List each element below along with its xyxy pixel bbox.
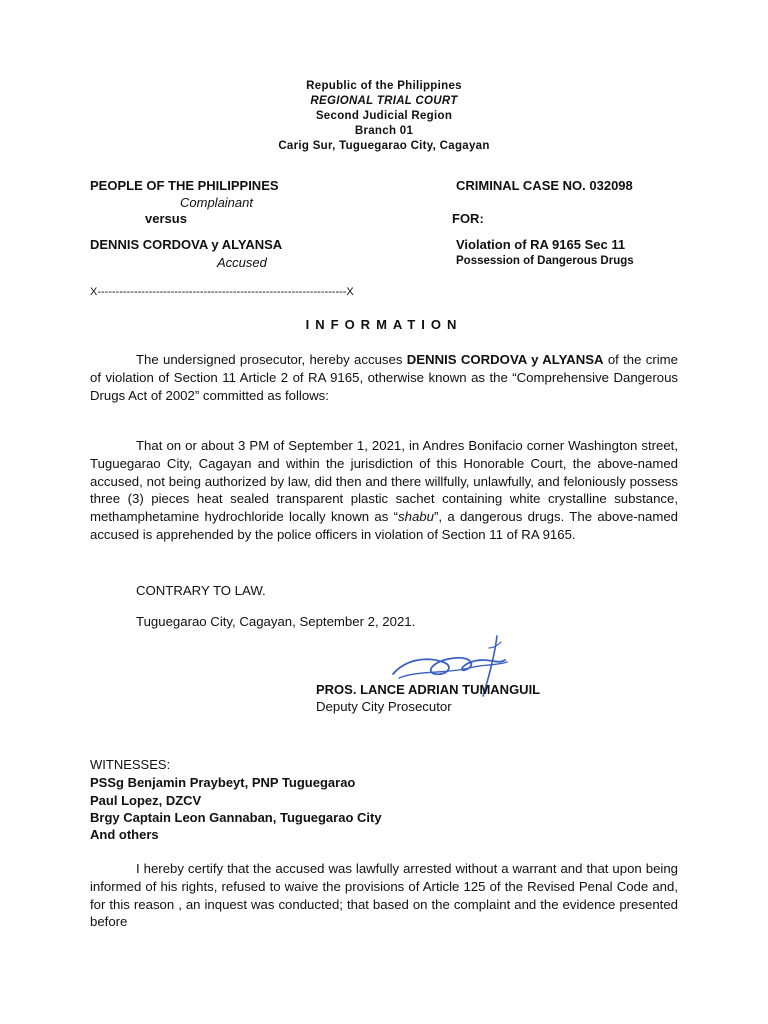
header-region: Second Judicial Region [315, 110, 453, 122]
paragraph-accusation [90, 351, 678, 404]
p2-shabu: shabu [398, 509, 434, 525]
witness-item: PSSg Benjamin Praybeyt, PNP Tuguegarao [90, 775, 356, 790]
paragraph-certification [90, 860, 678, 931]
complainant-role: Complainant [180, 195, 253, 210]
place-date: Tuguegarao City, Cagayan, September 2, 2021. [136, 614, 416, 629]
p1-text-a: The undersigned prosecutor, hereby accuses [136, 352, 407, 367]
accused-name: DENNIS CORDOVA y ALYANSA [90, 237, 283, 252]
p1-text-b: of the crime of violation of Section 11 Article 2 of RA 9165, otherwise known as the “Comprehensive Dangerous Drugs Act of 2002” committed as follows: [90, 352, 678, 403]
case-number: CRIMINAL CASE NO. 032098 [456, 178, 633, 193]
p2-text-b: ”, a dangerous drugs. The above-named accused is apprehended by the police officers in violation of Section 11 of RA 9165. [90, 509, 678, 542]
witness-item: Paul Lopez, DZCV [90, 793, 202, 808]
complainant-name: PEOPLE OF THE PHILIPPINES [90, 178, 279, 193]
for-label: FOR: [452, 211, 484, 226]
p1-accused-name: DENNIS CORDOVA y ALYANSA [406, 352, 604, 367]
certification-text: I hereby certify that the accused was lawfully arrested without a warrant and that upon being informed of his rights, refused to waive the provisions of Article 125 of the Revised Penal Code and, for this reason , an inquest was conducted; that based on the complaint and the evidence presented before [90, 861, 678, 930]
header-court: REGIONAL TRIAL COURT [310, 95, 458, 107]
header-branch: Branch 01 [354, 125, 414, 137]
header-republic: Republic of the Philippines [306, 80, 462, 92]
contrary-to-law: CONTRARY TO LAW. [136, 583, 266, 598]
header-address: Carig Sur, Tuguegarao City, Cagayan [278, 140, 490, 152]
paragraph-facts [90, 437, 678, 544]
witness-item: And others [90, 827, 159, 842]
offense-label: Possession of Dangerous Drugs [456, 255, 634, 267]
versus-label: versus [145, 211, 187, 226]
document-title: INFORMATION [305, 317, 463, 332]
accused-role: Accused [217, 255, 267, 270]
signatory-position: Deputy City Prosecutor [316, 699, 452, 714]
witness-item: Brgy Captain Leon Gannaban, Tuguegarao City [90, 810, 382, 825]
p2-text-a: That on or about 3 PM of September 1, 2021, in Andres Bonifacio corner Washington street, Tuguegarao City, Cagayan and within the jurisdiction of this Honorable Court, the above-named accused, not being authorized by law, did then and there willfully, unlawfully, and feloniously possess three (3) pieces heat sealed transparent plastic sachet containing white crystalline substance, methamphetamine hydrochloride locally known as “ [90, 438, 678, 525]
caption-divider: X--------------------------------------------------------------------X [90, 286, 354, 298]
violation-label: Violation of RA 9165 Sec 11 [456, 237, 626, 252]
signatory-name: PROS. LANCE ADRIAN TUMANGUIL [316, 682, 541, 697]
witnesses-heading: WITNESSES: [90, 757, 171, 772]
